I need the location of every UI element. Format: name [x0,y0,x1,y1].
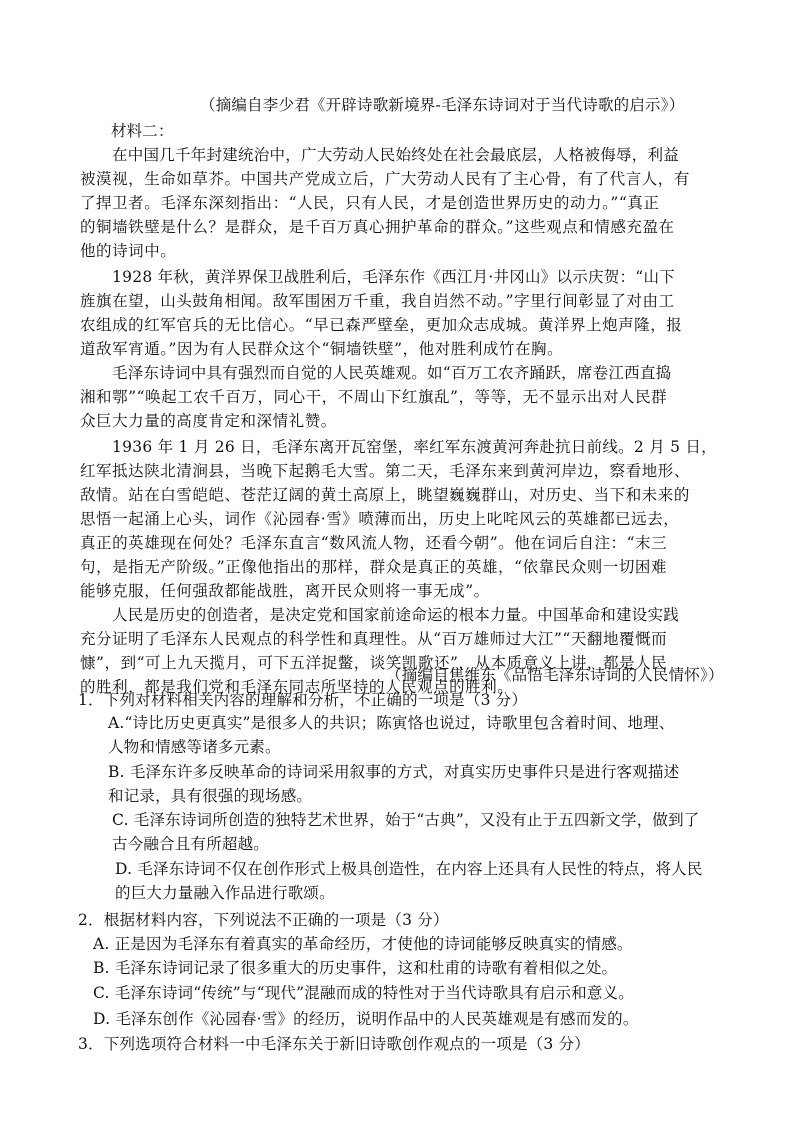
paragraph-line: 湘和鄂”“唤起工农千百万，同心干，不周山下红旗乱”，等等，无不显示出对人民群 [80,388,668,406]
paragraph-line: 充分证明了毛泽东人民观点的科学性和真理性。从“百万雄师过大江”“天翻地覆慨而 [80,630,668,648]
answer-option-line: D. 毛泽东创作《沁园春·雪》的经历，说明作品中的人民英雄观是有感而发的。 [93,1010,639,1028]
paragraph-line: 慷”，到“可上九天揽月，可下五洋捉鳖，谈笑凯歌还”，从本质意义上讲，都是人民 [80,654,668,672]
question-stem: 1．下列对材料相关内容的理解和分析，不正确的一项是（3 分） [78,691,528,709]
paragraph-line: 的胜利，都是我们党和毛泽东同志所坚持的人民观点的胜利。 [80,678,514,696]
answer-option-line: 古今融合且有所超越。 [112,835,270,853]
paragraph-line: 红军抵达陕北清涧县，当晚下起鹅毛大雪。第二天，毛泽东来到黄河岸边，察看地形、 [80,462,690,480]
answer-option-line: C. 毛泽东诗词“传统”与“现代”混融而成的特性对于当代诗歌具有启示和意义。 [93,984,634,1002]
paragraph-line: 农组成的红军官兵的无比信心。“早已森严壁垒，更加众志成城。黄洋界上炮声隆，报 [80,316,683,334]
answer-option-line: 的巨大力量融入作品进行歌颂。 [115,884,335,902]
source-citation-2: （摘编自焦维东《品悟毛泽东诗词的人民情怀》） [386,666,724,684]
answer-option-line: C. 毛泽东诗词所创造的独特艺术世界，始于“古典”，又没有止于五四新文学，做到了 [112,811,700,829]
paragraph-line: 毛泽东诗词中具有强烈而自觉的人民英雄观。如“百万工农齐踊跃，席卷江西直捣 [112,364,672,382]
source-citation-1: （摘编自李少君《开辟诗歌新境界-毛泽东诗词对于当代诗歌的启示》） [200,96,685,114]
paragraph-line: 在中国几千年封建统治中，广大劳动人民始终处在社会最底层，人格被侮辱，利益 [112,146,680,164]
answer-option-line: A.“诗比历史更真实”是很多人的共识；陈寅恪也说过，诗歌里包含着时间、地理、 [108,714,675,732]
paragraph-line: 人民是历史的创造者，是决定党和国家前途命运的根本力量。中国革命和建设实践 [112,606,680,624]
paragraph-line: 句，是指无产阶级。”正像他指出的那样，群众是真正的英雄，“依靠民众则一切困难 [80,558,668,576]
answer-option-line: B. 毛泽东许多反映革命的诗词采用叙事的方式，对真实历史事件只是进行客观描述 [108,763,680,781]
paragraph-line: 敌情。站在白雪皑皑、苍茫辽阔的黄土高原上，眺望巍巍群山，对历史、当下和未来的 [80,486,690,504]
paragraph-line: 真正的英雄现在何处？毛泽东直言“数风流人物，还看今朝”。他在词后自注：“末三 [80,534,668,552]
question-stem: 2．根据材料内容，下列说法不正确的一项是（3 分） [78,911,449,929]
paragraph-line: 思悟一起涌上心头，词作《沁园春·雪》喷薄而出，历史上叱咤风云的英雄都已远去， [80,510,680,528]
answer-option-line: B. 毛泽东诗词记录了很多重大的历史事件，这和杜甫的诗歌有着相似之处。 [93,959,618,977]
answer-option-line: A. 正是因为毛泽东有着真实的革命经历，才使他的诗词能够反映真实的情感。 [93,935,633,953]
paragraph-line: 旌旗在望，山头鼓角相闻。敌军围困万千重，我自岿然不动。”字里行间彰显了对由工 [80,292,675,310]
answer-option-line: 和记录，具有很强的现场感。 [108,787,313,805]
paragraph-line: 了捍卫者。毛泽东深刻指出：“人民，只有人民，才是创造世界历史的动力。”“真正 [80,194,660,212]
paragraph-line: 能够克服，任何强敌都能战胜，离开民众则将一事无成”。 [80,582,490,600]
question-stem: 3．下列选项符合材料一中毛泽东关于新旧诗歌创作观点的一项是（3 分） [78,1035,590,1053]
paragraph-line: 1936 年 1 月 26 日，毛泽东离开瓦窑堡，率红军东渡黄河奔赴抗日前线。2 月 5 日， [112,438,717,456]
paragraph-line: 他的诗词中。 [80,242,177,260]
answer-option-line: D. 毛泽东诗词不仅在创作形式上极具创造性，在内容上还具有人民性的特点，将人民 [115,860,703,878]
paragraph-line: 的铜墙铁壁是什么？是群众，是千百万真心拥护革命的群众。”这些观点和情感充盈在 [80,218,675,236]
paragraph-line: 1928 年秋，黄洋界保卫战胜利后，毛泽东作《西江月·井冈山》以示庆贺：“山下 [112,268,675,286]
paragraph-line: 道敌军宵遁。”因为有人民群众这个“铜墙铁壁”，他对胜利成竹在胸。 [80,340,564,358]
answer-option-line: 人物和情感等诸多元素。 [108,738,281,756]
paragraph-line: 众巨大力量的高度肯定和深情礼赞。 [80,412,337,430]
material-heading: 材料二： [111,122,174,140]
paragraph-line: 被漠视，生命如草芥。中国共产党成立后，广大劳动人民有了主心骨，有了代言人，有 [80,170,690,188]
